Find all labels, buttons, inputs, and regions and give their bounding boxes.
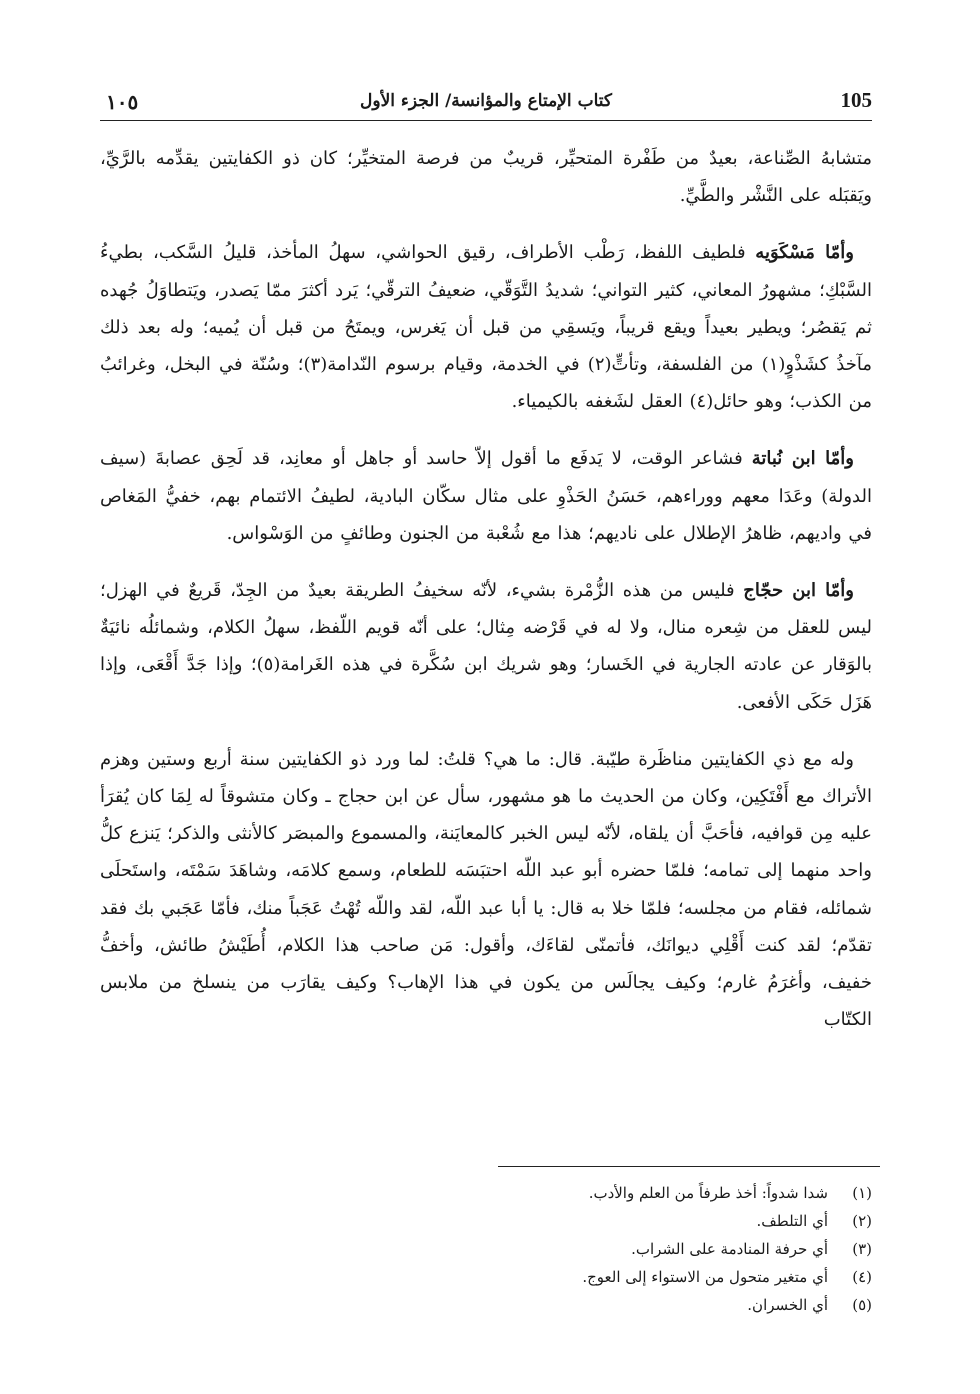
paragraph-munazara <box>100 741 872 1039</box>
footnote-number: (٢) <box>852 1212 872 1230</box>
page-number-latin: 105 <box>840 88 872 112</box>
footnote-text: أي متغير متحول من الاستواء إلى العوج. <box>582 1268 828 1286</box>
paragraph-text: متشابهُ الصِّناعة، بعيدٌ من طَفْرة المتحيِّر، قريبٌ من فرصة المتخيِّر؛ كان ذو الكفايتين يقدِّمه بالرَّيِّ، ويَقبَله على النَّشْر والطَّيِّ. <box>100 148 872 207</box>
footnote-number: (٤) <box>852 1268 872 1286</box>
paragraph-1 <box>100 140 872 214</box>
footnote-2 <box>100 1207 872 1235</box>
footnote-3 <box>100 1235 872 1263</box>
footnote-5 <box>100 1291 872 1319</box>
page-number-arabic: ١٠٥ <box>106 90 139 114</box>
footnote-text: أي الخسران. <box>747 1296 828 1314</box>
footnote-number: (٣) <box>852 1240 872 1258</box>
footnotes <box>100 1179 872 1319</box>
footnote-number: (٥) <box>852 1296 872 1314</box>
paragraph-lead: وأمّا مَسْكَوَيه <box>755 242 854 264</box>
footnote-4 <box>100 1263 872 1291</box>
paragraph-ibn-hajjaj <box>100 572 872 721</box>
paragraph-text: فليس من هذه الزُّمْرة بشيء، لأنّه سخيفُ الطريقة بعيدٌ من الجِدّ، قَريعٌ في الهزل؛ ليس للعقل من شِعره منال، ولا له في قَرْضه مِثال؛ على أنّه قويم اللّفظ، سهلُ الكلام، وشمائلُه نائيَةٌ بالوَقار عن عادته الجارية في الخَسار؛ وهو شريك ابن سُكَّرة في هذه الغَرامة(٥)؛ وإذا جَدَّ أَقْعَى، وإذا هَزَل حَكَى الأفعى. <box>100 580 872 713</box>
paragraph-miskawayh <box>100 234 872 420</box>
paragraph-ibn-nubata <box>100 440 872 552</box>
main-text <box>100 140 872 1058</box>
footnote-text: أي التلطف. <box>756 1212 828 1230</box>
footnote-separator <box>498 1166 880 1167</box>
running-header <box>100 88 872 121</box>
footnote-text: شدا شدواً: أخذ طرفاً من العلم والأدب. <box>588 1184 828 1202</box>
footnote-number: (١) <box>852 1184 872 1202</box>
running-title: كتاب الإمتاع والمؤانسة/ الجزء الأول <box>360 91 612 111</box>
paragraph-lead: وأمّا ابن نُباتة <box>751 448 854 470</box>
paragraph-lead: وأمّا ابن حجّاج <box>743 580 854 602</box>
paragraph-text: فشاعر الوقت، لا يَدفَع ما أقول إلاّ حاسد أو جاهل أو معانِد، قد لَحِق عصابةَ (سيف الدولة) وعَدَا معهم ووراءهم، حَسَنُ الحَذْوِ على مثال سكّان البادية، لطيفُ الائتمام بهم، خفيُّ المَغاص في واديهم، ظاهرُ الإطلال على ناديهم؛ هذا مع شُعْبة من الجنون وطائفٍ من الوَسْواس. <box>100 448 872 544</box>
footnote-1 <box>100 1179 872 1207</box>
paragraph-text: وله مع ذي الكفايتين مناظَرة طيّبة. قال: ما هي؟ قلتُ: لما ورد ذو الكفايتين سنة أربع وستين وهزم الأتراك مع أَفْتَكِين، وكان من الحديث ما هو مشهور، سأل عن ابن حجاج ـ وكان متشوقاً له لِمَا كان يُقرَأ عليه مِن قوافيه، فأحَبَّ أن يلقاه، لأنّه ليس الخبر كالمعايَنة، والمسموع والمبصَر كالأنثى والذكر؛ يَنزع كلُّ واحد منهما إلى تمامه؛ فلمّا حضره أبو عبد اللّه احتبَسَه للطعام، وسمع كلامَه، وشاهَدَ سَمْتَه، واستَحلَى شمائله، فقام من مجلسه؛ فلمّا خلا به قال: يا أبا عبد اللّه، لقد واللّه تُهْتُ عَجَباً منك، فأمّا عَجَبي بك فقد تقدّم؛ لقد كنت أَقْلِي ديوانَك، فأتمنّى لقاءَك، وأقول: مَن صاحب هذا الكلام، أُطَيْشُ طائش، وأخفُّ خفيف، وأغرَمُ غارم؛ وكيف يجالَس من يكون في هذا الإهاب؟ وكيف يقارَب من ينسلخ من ملابس الكتّاب <box>100 748 872 1031</box>
footnote-text: أي حرفة المنادمة على الشراب. <box>631 1240 828 1258</box>
paragraph-text: فلطيف اللفظ، رَطْب الأطراف، رقيق الحواشي، سهلُ المأخذ، قليلُ السَّكب، بطيءُ السَّبْكِ؛ مشهورُ المعاني، كثير التواني؛ شديدُ التَّوَقّي، ضعيفُ الترقّي؛ يَرد أكثرَ ممّا يَصدر، ويَتطاوَلُ جُهده ثم يَقصُر؛ ويطير بعيداً ويقع قريباً، ويَسقِي من قبل أن يَغرس، ويمتَحُ من قبل أن يُميه؛ وله بعد ذلك مآخذُ كشَذْوٍ(١) من الفلسفة، وتأتٍّ(٢) في الخدمة، وقيام برسوم النّدامة(٣)؛ وسُنّة في البخل، وغرائبُ من الكذب؛ وهو حائل(٤) العقل لشَغفه بالكيمياء. <box>100 242 873 413</box>
